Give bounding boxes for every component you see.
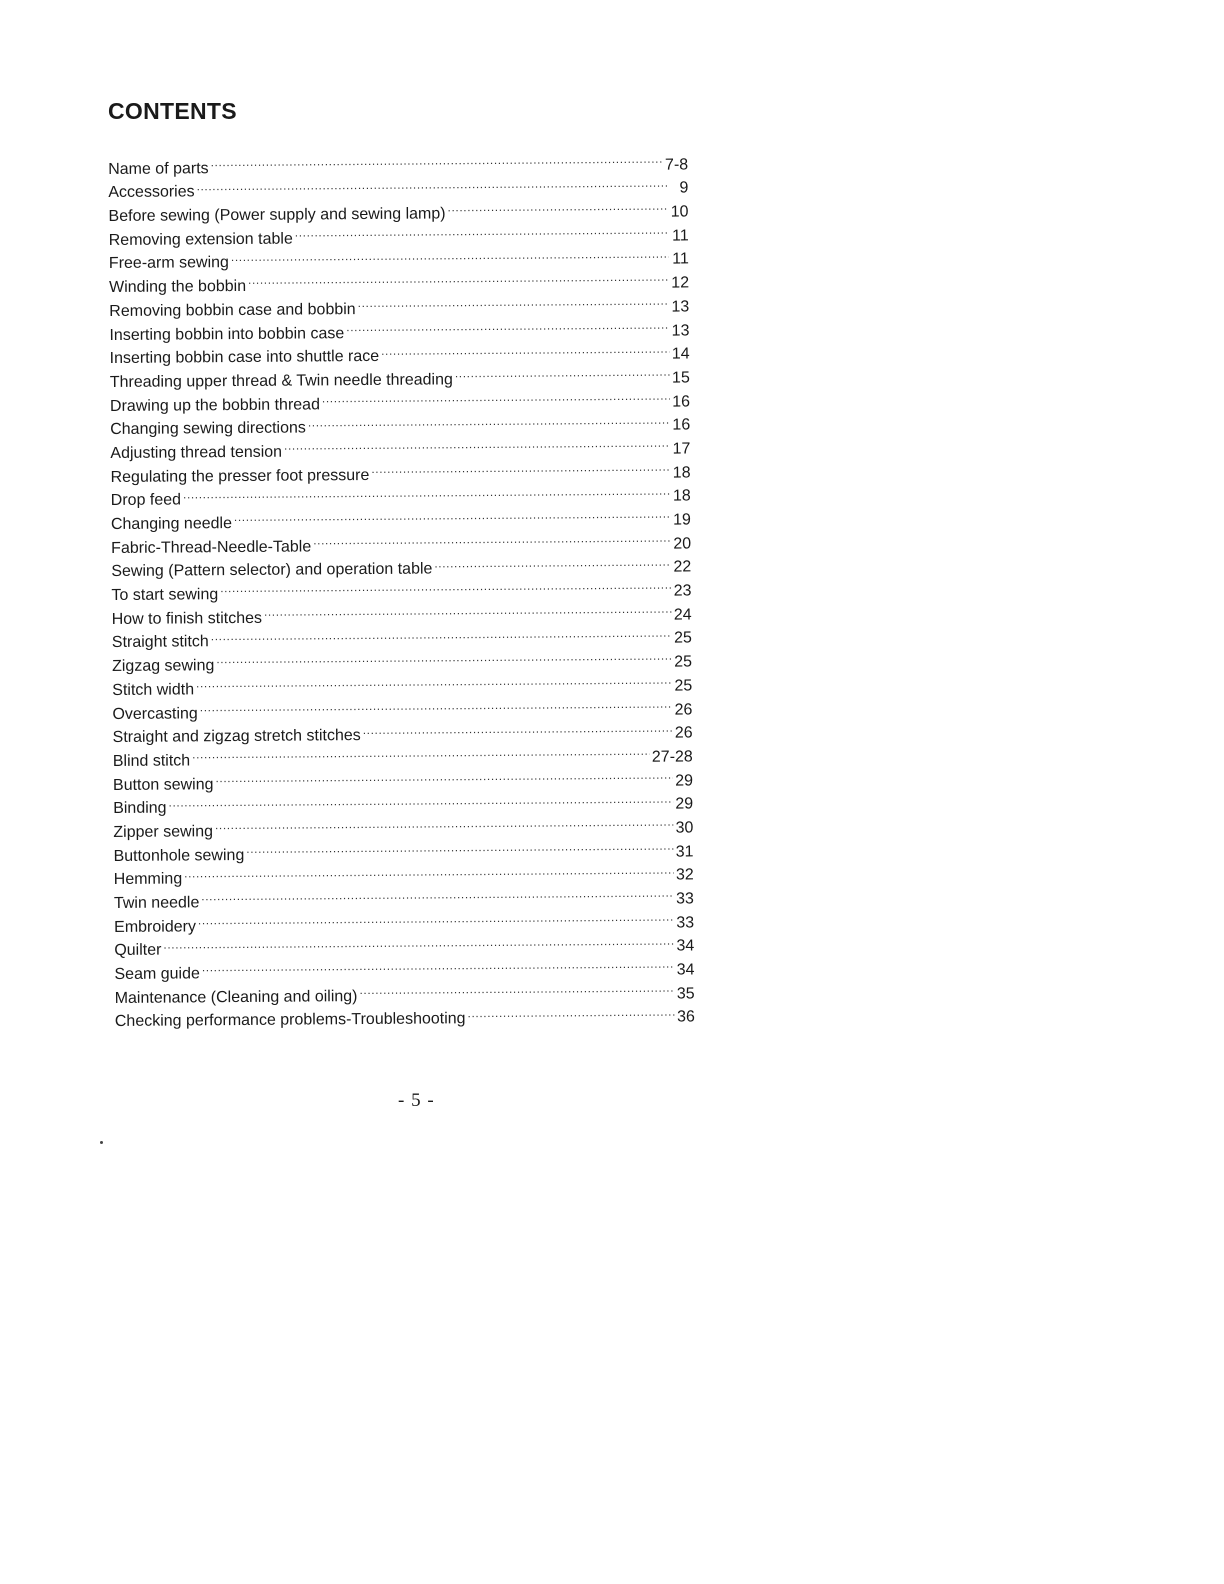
- toc-entry-label: Overcasting: [112, 704, 198, 723]
- dot-leader: [248, 264, 669, 291]
- toc-entry-page: 25: [673, 629, 692, 648]
- toc-entry-label: Drop feed: [110, 491, 182, 510]
- dot-leader: [192, 738, 650, 765]
- toc-entry-label: Stitch width: [112, 681, 195, 699]
- toc-entry-page: 34: [676, 961, 695, 979]
- toc-entry-label: Maintenance (Cleaning and oiling): [114, 987, 358, 1007]
- toc-entry-page: 26: [674, 724, 693, 742]
- dot-leader: [264, 596, 672, 623]
- toc-entry-label: Hemming: [113, 870, 183, 889]
- toc-entry-page: 36: [676, 1008, 695, 1026]
- dot-leader: [434, 548, 671, 574]
- toc-entry-label: Buttonhole sewing: [113, 846, 245, 865]
- toc-entry-page: 11: [672, 250, 689, 269]
- toc-entry-label: Winding the bobbin: [109, 278, 247, 297]
- toc-entry-label: Twin needle: [113, 894, 200, 912]
- toc-entry-label: Blind stitch: [112, 752, 191, 770]
- toc-entry-page: 23: [673, 582, 692, 600]
- toc-entry-label: Fabric-Thread-Needle-Table: [111, 538, 312, 557]
- toc-entry-page: 31: [675, 843, 694, 861]
- toc-entry-label: Changing sewing directions: [110, 419, 306, 439]
- dot-leader: [313, 525, 671, 551]
- toc-entry-label: Regulating the presser foot pressure: [110, 466, 370, 486]
- toc-entry-page: 16: [672, 392, 691, 411]
- toc-entry-page: 13: [671, 321, 690, 340]
- toc-entry-label: Sewing (Pattern selector) and operation table: [111, 560, 433, 581]
- table-of-contents: [108, 145, 695, 1031]
- toc-entry-label: Removing extension table: [108, 230, 293, 249]
- toc-entry-page: 26: [674, 700, 693, 719]
- dot-leader: [211, 619, 672, 646]
- toc-entry-page: 11: [672, 227, 689, 245]
- toc-entry-page: 20: [673, 535, 692, 553]
- dot-leader: [371, 454, 670, 480]
- toc-entry-label: Straight and zigzag stretch stitches: [112, 727, 361, 747]
- toc-entry-label: How to finish stitches: [111, 609, 263, 628]
- toc-entry-page: 35: [676, 985, 695, 1003]
- toc-entry-page: 12: [671, 274, 690, 292]
- toc-entry-page: 10: [670, 203, 689, 221]
- toc-entry-label: Binding: [113, 799, 167, 818]
- toc-entry-page: 33: [676, 914, 695, 932]
- dot-leader: [447, 193, 668, 218]
- dot-leader: [381, 335, 670, 361]
- dot-leader: [467, 998, 674, 1023]
- dot-leader: [215, 761, 673, 788]
- dot-leader: [215, 809, 674, 836]
- toc-entry-page: 29: [675, 771, 694, 790]
- toc-entry-label: Accessories: [108, 183, 195, 202]
- toc-entry-page: 16: [672, 416, 691, 434]
- toc-entry-label: Seam guide: [114, 965, 200, 984]
- dot-leader: [246, 833, 673, 860]
- toc-entry-page: 24: [673, 606, 692, 624]
- toc-entry-label: Inserting bobbin into bobbin case: [109, 324, 345, 344]
- toc-entry-page: 9: [679, 179, 689, 197]
- toc-entry-page: 33: [676, 890, 694, 908]
- dot-leader: [346, 311, 669, 337]
- toc-entry-page: 22: [673, 558, 692, 576]
- toc-entry-page: 14: [671, 345, 690, 363]
- toc-entry-page: 19: [673, 511, 691, 529]
- toc-entry-label: Drawing up the bobbin thread: [109, 395, 320, 415]
- dot-leader: [322, 382, 670, 408]
- toc-entry-label: Inserting bobbin case into shuttle race: [109, 348, 380, 368]
- dot-leader: [308, 406, 671, 433]
- toc-entry-page: 34: [676, 937, 695, 955]
- dot-leader: [210, 146, 663, 173]
- toc-entry-label: Straight stitch: [111, 633, 209, 652]
- toc-entry-page: 32: [675, 866, 694, 884]
- toc-entry-label: Checking performance problems-Troubleshooting: [114, 1010, 466, 1031]
- toc-entry-label: Name of parts: [108, 159, 209, 178]
- toc-entry-label: Zigzag sewing: [111, 657, 215, 676]
- toc-entry-label: Quilter: [114, 941, 162, 960]
- dot-leader: [363, 714, 673, 740]
- dot-leader: [234, 501, 671, 528]
- toc-entry-label: Threading upper thread & Twin needle threading: [109, 371, 453, 391]
- toc-entry-page: 27-28: [651, 748, 693, 766]
- dot-leader: [220, 572, 671, 599]
- dot-leader: [359, 975, 674, 1001]
- toc-entry-page: 13: [671, 298, 690, 316]
- toc-entry-page: 25: [674, 677, 693, 695]
- toc-entry-label: Button sewing: [112, 775, 214, 794]
- toc-entry-label: To start sewing: [111, 586, 219, 605]
- toc-entry-label: Removing bobbin case and bobbin: [109, 300, 356, 320]
- contents-heading: CONTENTS: [108, 98, 237, 124]
- toc-entry-label: Changing needle: [110, 515, 233, 533]
- toc-entry-label: Free-arm sewing: [108, 254, 229, 273]
- dot-leader: [231, 240, 669, 267]
- toc-entry-page: 29: [675, 795, 694, 813]
- dot-leader: [216, 643, 672, 670]
- toc-entry-page: 7-8: [664, 156, 689, 174]
- dot-leader: [284, 430, 671, 457]
- toc-entry-label: Embroidery: [114, 918, 196, 936]
- toc-entry-page: 15: [671, 369, 690, 387]
- dot-leader: [295, 217, 669, 244]
- toc-entry-label: Adjusting thread tension: [110, 443, 283, 462]
- page-number: - 5 -: [398, 1090, 435, 1111]
- scan-speck: [100, 1141, 103, 1144]
- toc-entry-page: 25: [674, 653, 693, 671]
- toc-entry-page: 18: [672, 464, 691, 482]
- toc-entry-label: Before sewing (Power supply and sewing lamp): [108, 205, 446, 226]
- toc-entry-page: 30: [675, 819, 694, 837]
- dot-leader: [358, 288, 670, 314]
- toc-entry-page: 18: [672, 487, 691, 505]
- dot-leader: [455, 359, 670, 384]
- toc-entry-label: Zipper sewing: [113, 823, 214, 841]
- toc-entry-page: 17: [672, 440, 691, 458]
